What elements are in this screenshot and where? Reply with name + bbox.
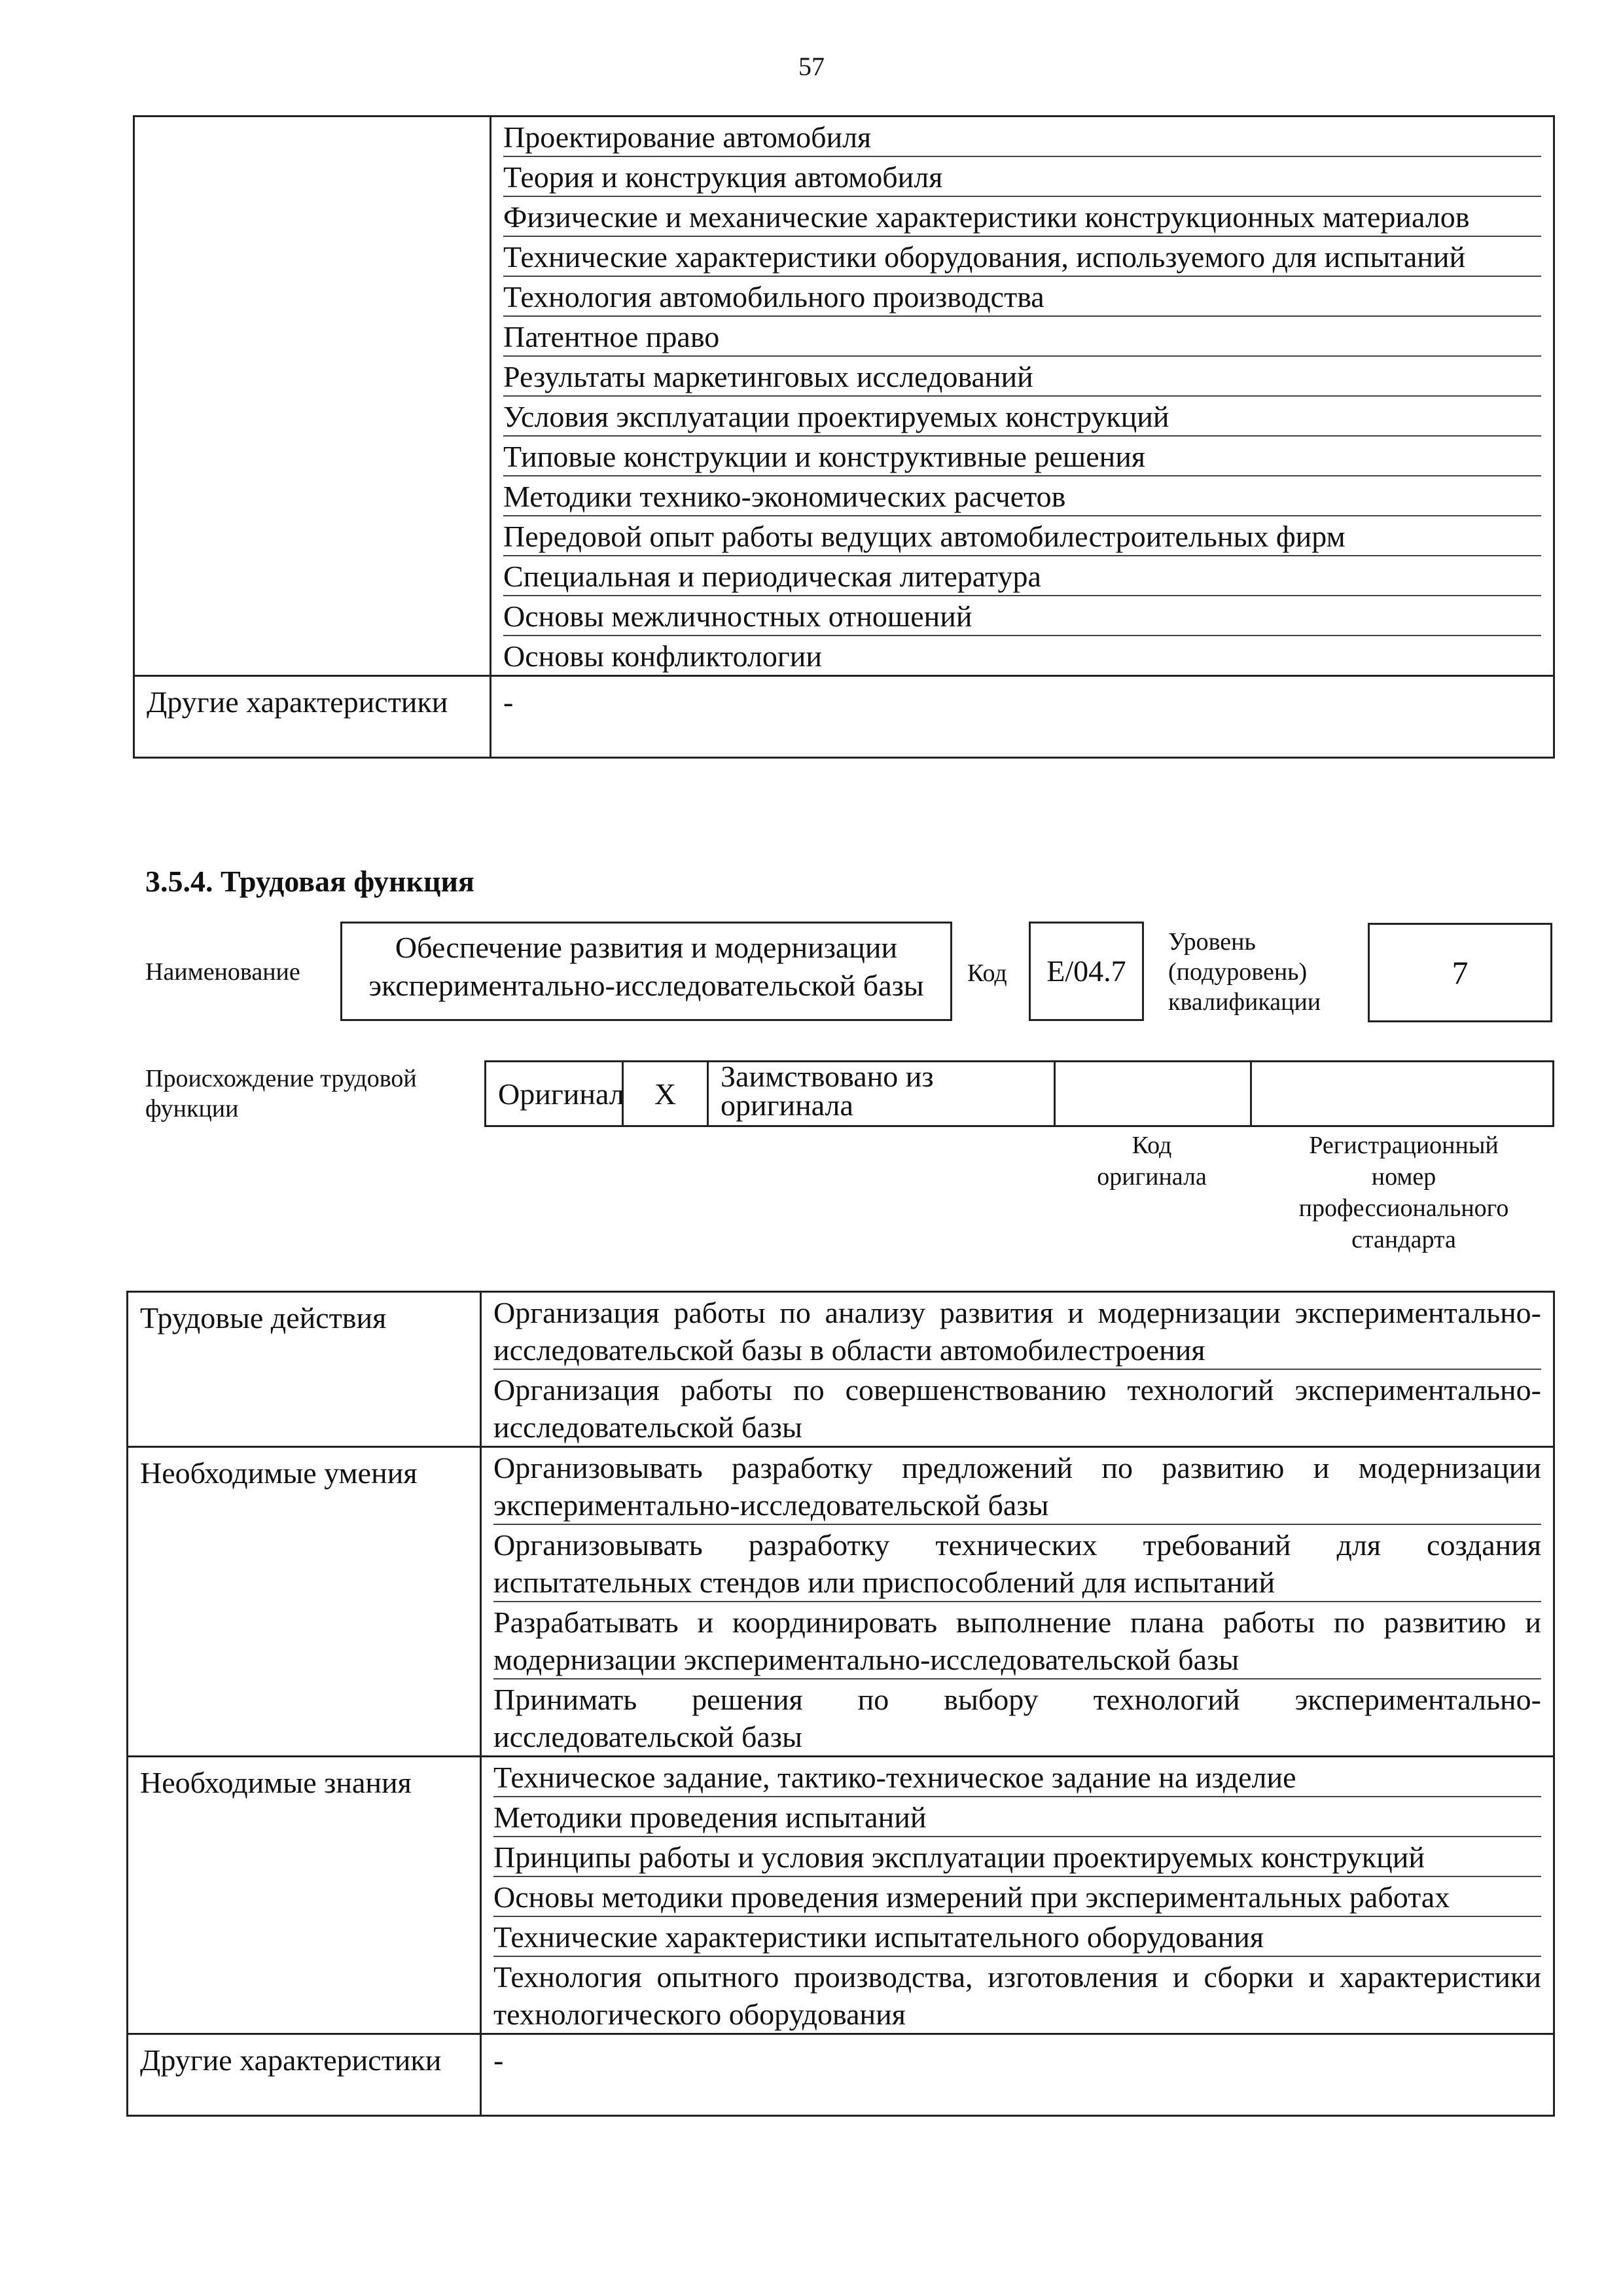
origin-label: Происхождение трудовой функции [145,1065,417,1122]
table-row [128,1292,1554,1447]
list-item: Основы методики проведения измерений при экспериментальных работах [493,1877,1541,1917]
other-characteristics-value: - [481,2034,1554,2116]
table-row [128,2034,1554,2116]
list-item: Методики проведения испытаний [493,1797,1541,1837]
function-table [126,1291,1555,2117]
list-item: Техническое задание, тактико-техническое задание на изделие [493,1757,1541,1797]
list-item: Организовывать разработку технических требований для создания испытательных стендов или приспособлений для испытаний [493,1525,1541,1602]
list-item: Проектирование автомобиля [503,117,1541,157]
table-row [128,1757,1554,2034]
list-item: Теория и конструкция автомобиля [503,157,1541,197]
other-characteristics-label: Другие характеристики [134,676,491,758]
orig-code-caption: Код оригинала [1097,1132,1207,1191]
list-item: Методики технико-экономических расчетов [503,476,1541,516]
list-item: Разрабатывать и координировать выполнение плана работы по развитию и модернизации экспериментально-исследовательской базы [493,1602,1541,1679]
list-item: Технические характеристики испытательного оборудования [493,1917,1541,1957]
code-value: E/04.7 [1046,954,1126,988]
other-characteristics-label: Другие характеристики [128,2034,481,2116]
empty-label-cell [134,117,491,676]
list-item: Типовые конструкции и конструктивные решения [503,437,1541,476]
actions-label: Трудовые действия [128,1292,481,1447]
original-code-cell [1055,1062,1251,1126]
skills-cell [481,1447,1554,1757]
knowledge-cell [481,1757,1554,2034]
list-item: Передовой опыт работы ведущих автомобилестроительных фирм [503,516,1541,556]
list-item: Организовывать разработку предложений по развитию и модернизации экспериментально-исследовательской базы [493,1448,1541,1525]
list-item: Технология автомобильного производства [503,277,1541,317]
list-item: Основы межличностных отношений [503,596,1541,636]
list-item: Организация работы по совершенствованию технологий экспериментально-исследовательской базы [493,1373,1541,1444]
skills-label: Необходимые умения [128,1447,481,1757]
actions-cell [481,1292,1554,1447]
list-item: Основы конфликтологии [503,639,822,673]
list-item: Результаты маркетинговых исследований [503,357,1541,397]
page-number: 57 [798,52,825,81]
list-item: Физические и механические характеристики конструкционных материалов [503,197,1541,237]
name-value: Обеспечение развития и модернизации экспериментально-исследовательской базы [368,931,924,1002]
code-label: Код [967,960,1007,987]
section-title: 3.5.4. Трудовая функция [145,865,474,898]
table-row [134,676,1554,758]
top-table [133,115,1555,759]
list-item: Патентное право [503,317,1541,357]
borrowed-label: Заимствовано из оригинала [708,1062,1055,1126]
original-label: Оригинал [486,1062,623,1126]
origin-table [484,1060,1554,1127]
list-item: Технические характеристики оборудования, используемого для испытаний [503,237,1541,277]
list-item: Технология опытного производства, изготовления и сборки и характеристики технологического оборудования [493,1960,1541,2031]
list-item: Организация работы по анализу развития и модернизации экспериментально-исследовательской базы в области автомобилестроения [493,1293,1541,1370]
list-item: Специальная и периодическая литература [503,556,1541,596]
level-label: Уровень (подуровень) квалификации [1168,928,1321,1016]
other-characteristics-value: - [491,676,1554,758]
reg-number-caption: Регистрационный номер профессионального стандарта [1298,1132,1509,1253]
code-value-box [1029,922,1144,1021]
table-row [128,1447,1554,1757]
name-label: Наименование [145,958,300,986]
list-item: Принимать решения по выбору технологий экспериментально-исследовательской базы [493,1683,1541,1753]
original-mark: X [623,1062,708,1126]
list-item: Условия эксплуатации проектируемых конструкций [503,397,1541,437]
knowledge-label: Необходимые знания [128,1757,481,2034]
list-item: Принципы работы и условия эксплуатации проектируемых конструкций [493,1837,1541,1877]
table-row [134,117,1554,676]
knowledge-list-cell [491,117,1554,676]
level-value-box [1368,923,1552,1022]
name-value-box [340,922,952,1021]
level-value: 7 [1452,954,1469,991]
reg-number-cell [1251,1062,1554,1126]
